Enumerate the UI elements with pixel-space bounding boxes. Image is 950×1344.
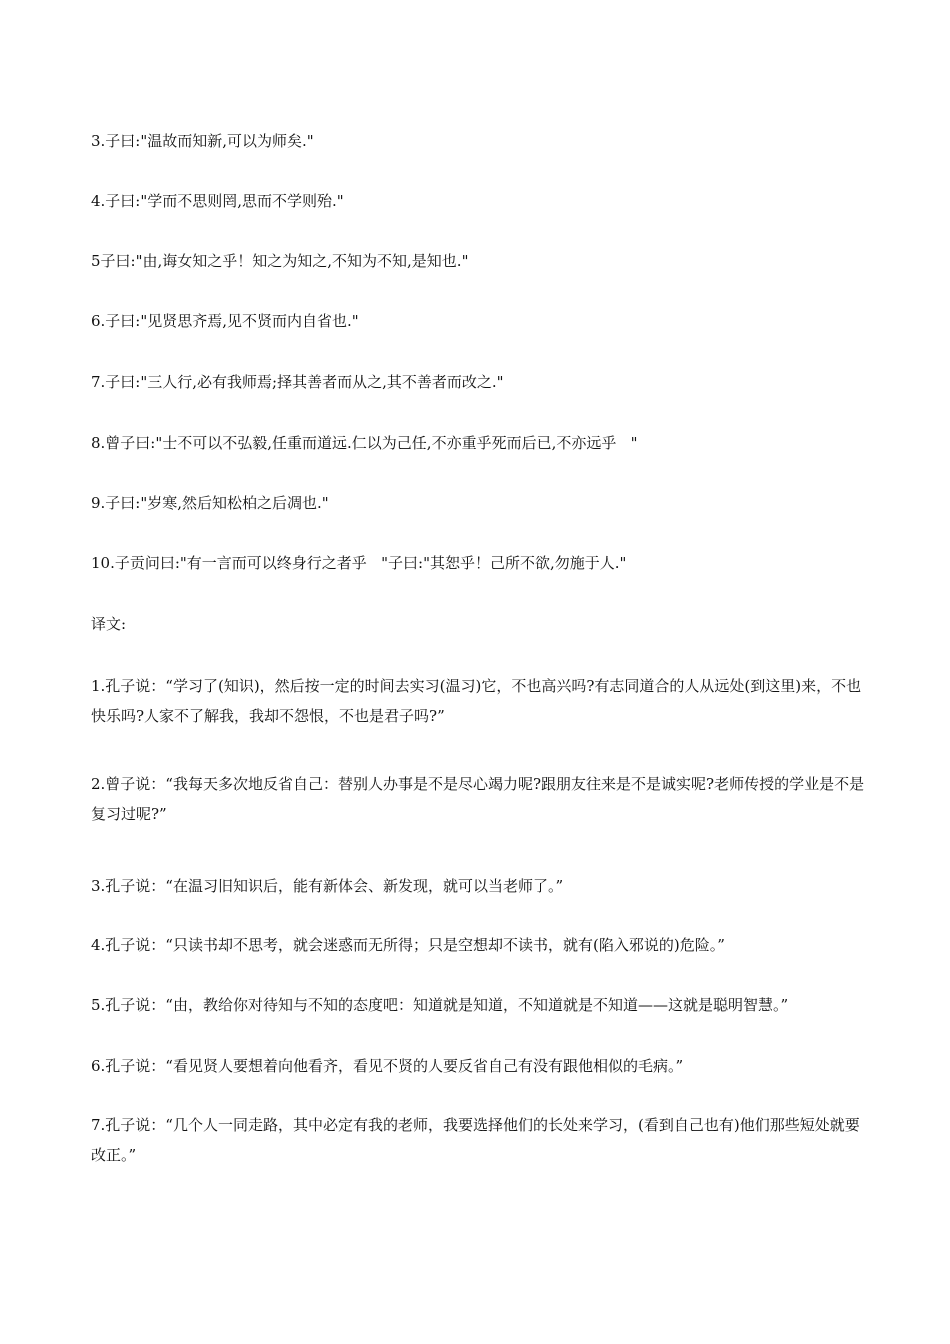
translation-item-5: 5.孔子说：“由，教给你对待知与不知的态度吧：知道就是知道，不知道就是不知道——这就是聪明智慧。”: [91, 996, 789, 1014]
translation-item-2: 2.曾子说：“我每天多次地反省自己：替别人办事是不是尽心竭力呢?跟朋友往来是不是诚实呢?老师传授的学业是不是复习过呢?”: [91, 775, 865, 823]
original-line-9: 9.子曰:"岁寒,然后知松柏之后凋也.": [91, 494, 329, 512]
original-line-6: 6.子曰:"见贤思齐焉,见不贤而内自省也.": [91, 312, 359, 330]
original-line-7: 7.子曰:"三人行,必有我师焉;择其善者而从之,其不善者而改之.": [91, 373, 504, 391]
translation-heading: 译文:: [91, 615, 127, 633]
original-line-10: 10.子贡问曰:"有一言而可以终身行之者乎 "子曰:"其恕乎！己所不欲,勿施于人.": [91, 554, 627, 572]
translation-item-4: 4.孔子说：“只读书却不思考，就会迷惑而无所得；只是空想却不读书，就有(陷入邪说的)危险。”: [91, 936, 725, 954]
translation-item-6: 6.孔子说：“看见贤人要想着向他看齐，看见不贤的人要反省自己有没有跟他相似的毛病。”: [91, 1057, 684, 1075]
translation-item-1: 1.孔子说：“学习了(知识)，然后按一定的时间去实习(温习)它，不也高兴吗?有志同道合的人从远处(到这里)来，不也快乐吗?人家不了解我，我却不怨恨，不也是君子吗?”: [91, 677, 862, 725]
translation-item-7: 7.孔子说：“几个人一同走路，其中必定有我的老师，我要选择他们的长处来学习，(看到自己也有)他们那些短处就要改正。”: [91, 1116, 860, 1164]
original-line-8: 8.曾子曰:"士不可以不弘毅,任重而道远.仁以为己任,不亦重乎死而后已,不亦远乎 ": [91, 434, 638, 452]
translation-item-3: 3.孔子说：“在温习旧知识后，能有新体会、新发现，就可以当老师了。”: [91, 877, 564, 895]
original-line-4: 4.子曰:"学而不思则罔,思而不学则殆.": [91, 192, 344, 210]
original-line-3: 3.子曰:"温故而知新,可以为师矣.": [91, 132, 314, 150]
original-line-5: 5子曰:"由,诲女知之乎！知之为知之,不知为不知,是知也.": [91, 252, 469, 270]
